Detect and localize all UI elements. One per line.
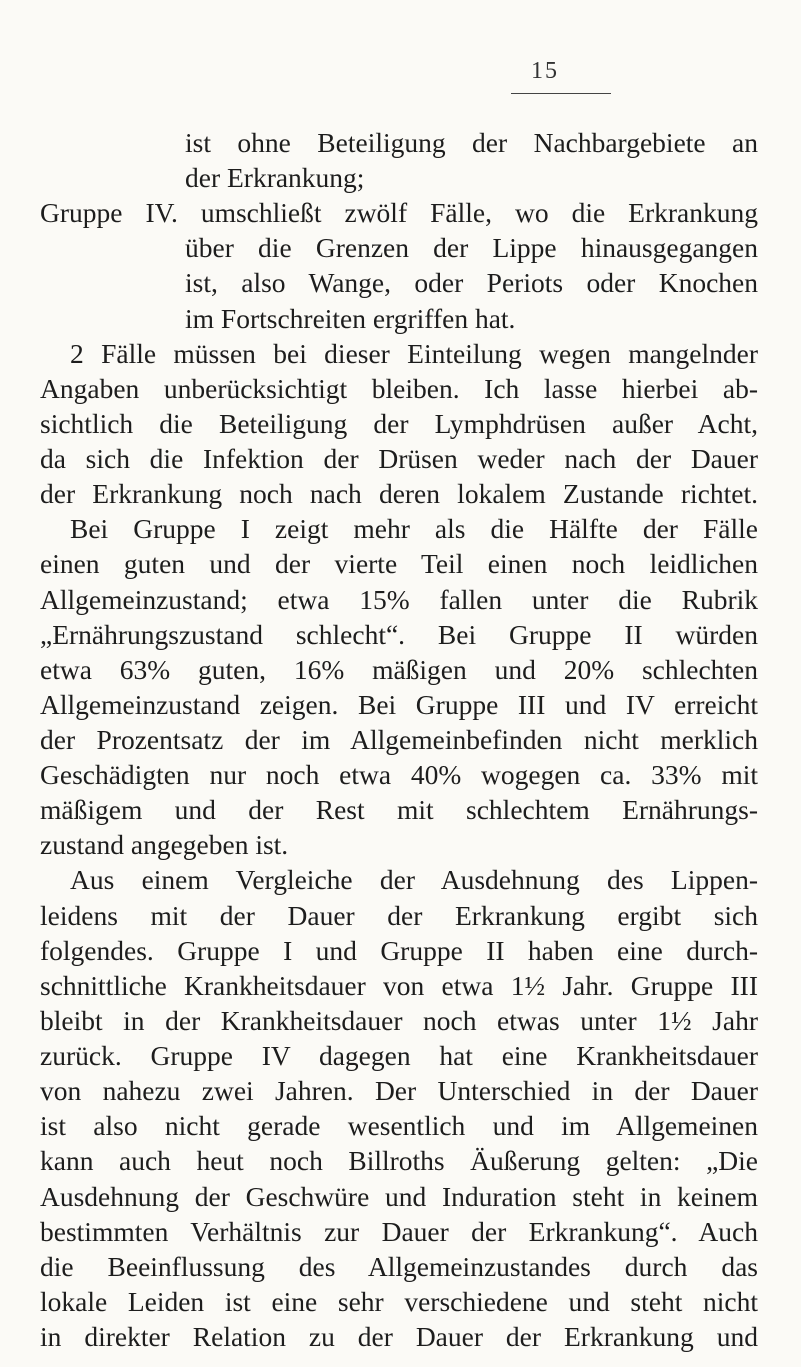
text-line: bleibt in der Krankheitsdauer noch etwas unter 1½ Jahr <box>40 1004 758 1036</box>
text-line: der Erkrankung; <box>185 162 365 194</box>
text-line: leidens mit der Dauer der Erkrankung ergibt sich <box>40 899 758 931</box>
text-line: Gruppe IV. umschließt zwölf Fälle, wo die Erkrankung <box>40 197 758 229</box>
text-line: Bei Gruppe I zeigt mehr als die Hälfte der Fälle <box>70 513 758 545</box>
text-line: Aus einem Vergleiche der Ausdehnung des Lippen- <box>70 864 758 896</box>
text-line: Allgemeinzustand zeigen. Bei Gruppe III und IV erreicht <box>40 688 758 720</box>
text-line: einen guten und der vierte Teil einen noch leidlichen <box>40 548 758 580</box>
text-line: zurück. Gruppe IV dagegen hat eine Krankheitsdauer <box>40 1040 758 1072</box>
text-line: von nahezu zwei Jahren. Der Unterschied in der Dauer <box>40 1075 758 1107</box>
text-line: über die Grenzen der Lippe hinausgegangen <box>185 232 758 264</box>
text-line: Angaben unberücksichtigt bleiben. Ich lasse hierbei ab- <box>40 372 758 404</box>
text-line: mäßigem und der Rest mit schlechtem Ernährungs- <box>40 794 758 826</box>
page-number-rule <box>511 93 611 94</box>
text-line: „Ernährungszustand schlecht“. Bei Gruppe II würden <box>40 618 758 650</box>
text-line: lokale Leiden ist eine sehr verschiedene und steht nicht <box>40 1285 758 1317</box>
text-line: in direkter Relation zu der Dauer der Erkrankung und <box>40 1321 758 1352</box>
text-line: der Erkrankung noch nach deren lokalem Zustande richtet. <box>40 478 758 510</box>
text-line: ist, also Wange, oder Periots oder Knochen <box>185 267 758 299</box>
text-line: Ausdehnung der Geschwüre und Induration steht in keinem <box>40 1180 758 1212</box>
text-line: da sich die Infektion der Drüsen weder nach der Dauer <box>40 443 758 475</box>
text-line: etwa 63% guten, 16% mäßigen und 20% schlechten <box>40 653 758 685</box>
text-line: ist also nicht gerade wesentlich und im Allgemeinen <box>40 1110 758 1142</box>
text-line: der Prozentsatz der im Allgemeinbefinden nicht merklich <box>40 724 758 755</box>
text-line: Geschädigten nur noch etwa 40% wogegen ca. 33% mit <box>40 759 758 791</box>
text-line: kann auch heut noch Billroths Äußerung gelten: „Die <box>40 1145 758 1177</box>
text-line: Allgemeinzustand; etwa 15% fallen unter die Rubrik <box>40 583 758 615</box>
text-line: sichtlich die Beteiligung der Lymphdrüsen außer Acht, <box>40 407 758 439</box>
text-line: 2 Fälle müssen bei dieser Einteilung wegen mangelnder <box>70 337 758 369</box>
text-line: ist ohne Beteiligung der Nachbargebiete an <box>185 127 758 158</box>
text-line: bestimmten Verhältnis zur Dauer der Erkrankung“. Auch <box>40 1215 758 1247</box>
text-line: schnittliche Krankheitsdauer von etwa 1½ Jahr. Gruppe III <box>40 969 758 1001</box>
text-line: im Fortschreiten ergriffen hat. <box>185 302 516 334</box>
text-line: zustand angegeben ist. <box>40 829 289 861</box>
text-line: die Beeinflussung des Allgemeinzustandes durch das <box>40 1250 758 1282</box>
text-line: folgendes. Gruppe I und Gruppe II haben eine durch- <box>40 934 758 966</box>
page-number: 15 <box>531 58 559 84</box>
